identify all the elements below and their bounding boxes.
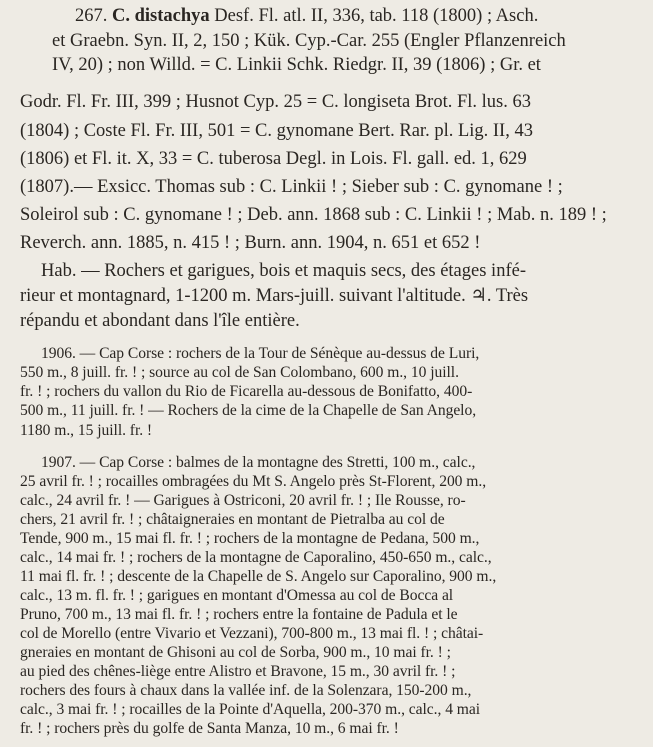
record-line: calc., 24 avril fr. ! — Garigues à Ostriconi, 20 avril fr. ! ; Ile Rousse, ro-: [20, 492, 466, 509]
record-line: Pruno, 700 m., 13 mai fl. fr. ! ; rochers entre la fontaine de Padula et le: [20, 606, 458, 623]
record-line: Tende, 900 m., 15 mai fl. fr. ! ; rochers de la montagne de Pedana, 500 m.,: [20, 530, 480, 547]
record-line: rochers des fours à chaux dans la vallée inf. de la Solenzara, 150-200 m.,: [20, 682, 472, 699]
entry-line: (1804) ; Coste Fl. Fr. III, 501 = C. gynomane Bert. Rar. pl. Lig. II, 43: [20, 121, 533, 141]
entry-line: et Graebn. Syn. II, 2, 150 ; Kük. Cyp.-Car. 255 (Engler Pflanzenreich: [52, 31, 566, 51]
entry-line: IV, 20) ; non Willd. = C. Linkii Schk. Riedgr. II, 39 (1806) ; Gr. et: [52, 55, 541, 75]
record-line: 500 m., 11 juill. fr. ! — Rochers de la cime de la Chapelle de San Angelo,: [20, 402, 477, 419]
record-line: au pied des chênes-liège entre Alistro et Bravone, 15 m., 30 avril fr. ! ;: [20, 663, 456, 680]
record-line: chers, 21 avril fr. ! ; châtaigneraies en montant de Pietralba au col de: [20, 511, 445, 528]
entry-line: Soleirol sub : C. gynomane ! ; Deb. ann. 1868 sub : C. Linkii ! ; Mab. n. 189 ! ;: [20, 205, 607, 225]
habitat-line: répandu et abondant dans l'île entière.: [20, 311, 300, 331]
record-line: calc., 13 m. fl. fr. ! ; garigues en montant d'Omessa au col de Bocca al: [20, 587, 454, 604]
record-line: col de Morello (entre Vivario et Vezzani), 700-800 m., 13 mai fl. ! ; châtai-: [20, 625, 484, 642]
habitat-line: Hab. — Rochers et garigues, bois et maquis secs, des étages infé-: [41, 261, 526, 281]
record-line: 25 avril fr. ! ; rocailles ombragées du Mt S. Angelo près St-Florent, 200 m.,: [20, 473, 487, 490]
habitat-line: rieur et montagnard, 1-1200 m. Mars-juill. suivant l'altitude. ♃. Très: [20, 286, 529, 306]
record-line: 1906. — Cap Corse : rochers de la Tour de Sénèque au-dessus de Luri,: [41, 345, 480, 362]
entry-number: 267.: [75, 6, 108, 26]
entry-line: Reverch. ann. 1885, n. 415 ! ; Burn. ann. 1904, n. 651 et 652 !: [20, 233, 481, 253]
record-line: 550 m., 8 juill. fr. ! ; source au col de San Colombano, 600 m., 10 juill.: [20, 364, 459, 381]
record-line: gneraies en montant de Ghisoni au col de Sorba, 900 m., 10 mai fr. ! ;: [20, 644, 451, 661]
record-line: 1907. — Cap Corse : balmes de la montagne des Stretti, 100 m., calc.,: [41, 454, 476, 471]
record-line: fr. ! ; rochers près du golfe de Santa Manza, 10 m., 6 mai fr. !: [20, 720, 399, 737]
entry-line: (1806) et Fl. it. X, 33 = C. tuberosa Degl. in Lois. Fl. gall. ed. 1, 629: [20, 149, 527, 169]
entry-heading-line: [0, 4, 653, 28]
entry-line: (1807).— Exsicc. Thomas sub : C. Linkii ! ; Sieber sub : C. gynomane ! ;: [20, 177, 563, 197]
record-line: calc., 3 mai fr. ! ; rocailles de la Pointe d'Aquella, 200-370 m., calc., 4 mai: [20, 701, 481, 718]
entry-line: Godr. Fl. Fr. III, 399 ; Husnot Cyp. 25 = C. longiseta Brot. Fl. lus. 63: [20, 92, 531, 112]
entry-line: Desf. Fl. atl. II, 336, tab. 118 (1800) ; Asch.: [214, 6, 539, 26]
record-line: 1180 m., 15 juill. fr. !: [20, 422, 153, 439]
record-line: fr. ! ; rochers du vallon du Rio de Ficarella au-dessous de Bonifatto, 400-: [20, 383, 473, 400]
record-line: calc., 14 mai fr. ! ; rochers de la montagne de Caporalino, 450-650 m., calc.,: [20, 549, 492, 566]
species-name: C. distachya: [112, 6, 210, 26]
record-line: 11 mai fl. fr. ! ; descente de la Chapelle de S. Angelo sur Caporalino, 900 m.,: [20, 568, 497, 585]
